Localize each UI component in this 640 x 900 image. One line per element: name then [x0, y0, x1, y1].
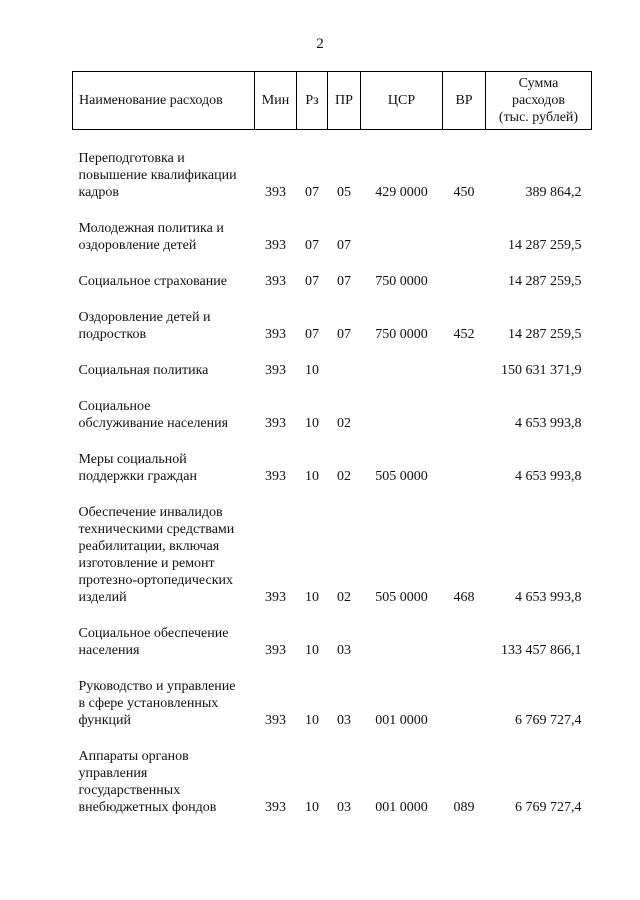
row-sum: 4 653 993,8	[515, 469, 582, 484]
header-csr: ЦСР	[361, 72, 443, 130]
table-row	[73, 291, 592, 344]
row-vr: 468	[453, 590, 475, 605]
row-sum: 6 769 727,4	[515, 800, 582, 815]
header-sum-line1: Сумма	[518, 76, 559, 91]
row-csr: 505 0000	[375, 469, 428, 484]
row-min: 393	[265, 363, 286, 378]
row-name-line: Руководство и управление	[78, 679, 236, 694]
row-name-line: Переподготовка и	[78, 151, 185, 166]
row-pr: 02	[337, 469, 351, 484]
row-csr	[361, 380, 443, 433]
row-min: 393	[265, 590, 286, 605]
row-csr: 001 0000	[375, 713, 428, 728]
row-name-line: Обеспечение инвалидов	[78, 505, 223, 520]
header-sum-line2: расходов	[511, 93, 566, 108]
row-name	[73, 291, 255, 344]
row-name	[73, 380, 255, 433]
row-name-line: подростков	[78, 327, 147, 342]
row-name	[73, 660, 255, 730]
row-name	[73, 255, 255, 291]
row-name-line: повышение квалификации	[78, 168, 237, 183]
header-rz: Рз	[297, 72, 328, 130]
row-csr: 505 0000	[375, 590, 428, 605]
row-name-line: функций	[78, 713, 131, 728]
row-pr: 02	[337, 416, 351, 431]
row-rz: 10	[305, 800, 319, 815]
row-name-line: поддержки граждан	[78, 469, 197, 484]
row-name-line: управления	[78, 766, 148, 781]
table-row	[73, 130, 592, 203]
row-name	[73, 730, 255, 817]
table-row	[73, 255, 592, 291]
row-name-line: Аппараты органов	[78, 749, 189, 764]
row-name-line: Социальное обеспечение	[78, 626, 229, 641]
row-vr	[443, 433, 486, 486]
table-row	[73, 380, 592, 433]
row-csr: 429 0000	[375, 185, 428, 200]
table-row	[73, 486, 592, 607]
row-name-line: Меры социальной	[78, 452, 187, 467]
row-rz: 10	[305, 713, 319, 728]
table-row	[73, 344, 592, 380]
row-name-line: оздоровление детей	[78, 238, 197, 253]
row-rz: 07	[305, 185, 319, 200]
row-rz: 10	[305, 363, 319, 378]
row-min: 393	[265, 327, 286, 342]
row-pr: 02	[337, 590, 351, 605]
row-rz: 10	[305, 469, 319, 484]
header-name: Наименование расходов	[73, 72, 255, 130]
row-min: 393	[265, 416, 286, 431]
row-name	[73, 607, 255, 660]
row-name-line: государственных	[78, 783, 181, 798]
row-pr: 07	[337, 274, 351, 289]
row-sum: 6 769 727,4	[515, 713, 582, 728]
row-sum: 14 287 259,5	[508, 274, 582, 289]
row-vr	[443, 660, 486, 730]
row-vr	[443, 255, 486, 291]
row-sum: 389 864,2	[525, 185, 582, 200]
row-min: 393	[265, 713, 286, 728]
row-sum: 4 653 993,8	[515, 416, 582, 431]
row-rz: 10	[305, 416, 319, 431]
row-vr: 089	[453, 800, 475, 815]
row-rz: 07	[305, 274, 319, 289]
row-pr: 03	[337, 643, 351, 658]
row-pr	[328, 344, 361, 380]
row-name	[73, 202, 255, 255]
row-name-line: изготовление и ремонт	[78, 556, 215, 571]
row-vr	[443, 344, 486, 380]
header-vr: ВР	[443, 72, 486, 130]
row-sum: 14 287 259,5	[508, 238, 582, 253]
header-sum-line3: (тыс. рублей)	[498, 110, 579, 125]
row-csr: 001 0000	[375, 800, 428, 815]
row-name-line: Социальная политика	[78, 363, 209, 378]
header-pr: ПР	[328, 72, 361, 130]
row-sum: 14 287 259,5	[508, 327, 582, 342]
row-rz: 07	[305, 327, 319, 342]
row-csr: 750 0000	[375, 327, 428, 342]
row-csr: 750 0000	[375, 274, 428, 289]
row-name-line: изделий	[78, 590, 127, 605]
row-name	[73, 433, 255, 486]
budget-table	[72, 71, 592, 817]
row-name-line: техническими средствами	[78, 522, 235, 537]
row-name-line: Молодежная политика и	[78, 221, 224, 236]
table-row	[73, 660, 592, 730]
table-row	[73, 202, 592, 255]
row-vr	[443, 202, 486, 255]
row-sum: 4 653 993,8	[515, 590, 582, 605]
row-name	[73, 486, 255, 607]
row-sum: 133 457 866,1	[501, 643, 582, 658]
row-name-line: кадров	[78, 185, 120, 200]
row-name-line: протезно-ортопедических	[78, 573, 233, 588]
row-name-line: реабилитации, включая	[78, 539, 220, 554]
table-row	[73, 607, 592, 660]
row-name	[73, 130, 255, 203]
row-min: 393	[265, 185, 286, 200]
row-pr: 03	[337, 800, 351, 815]
row-min: 393	[265, 643, 286, 658]
row-pr: 03	[337, 713, 351, 728]
row-vr: 450	[453, 185, 475, 200]
row-min: 393	[265, 800, 286, 815]
table-body	[73, 130, 592, 818]
row-name-line: Оздоровление детей и	[78, 310, 211, 325]
table-row	[73, 433, 592, 486]
header-sum	[486, 72, 592, 130]
row-csr	[361, 607, 443, 660]
row-name-line: внебюджетных фондов	[78, 800, 217, 815]
row-vr	[443, 607, 486, 660]
row-name-line: населения	[78, 643, 140, 658]
row-csr	[361, 202, 443, 255]
row-vr: 452	[453, 327, 475, 342]
row-name-line: обслуживание населения	[78, 416, 229, 431]
row-name	[73, 344, 255, 380]
table-header	[73, 72, 592, 130]
row-name-line: в сфере установленных	[78, 696, 219, 711]
row-min: 393	[265, 469, 286, 484]
header-min: Мин	[255, 72, 297, 130]
table-row	[73, 730, 592, 817]
row-sum: 150 631 371,9	[501, 363, 582, 378]
page-number: 2	[316, 36, 324, 52]
row-vr	[443, 380, 486, 433]
row-min: 393	[265, 274, 286, 289]
row-csr	[361, 344, 443, 380]
row-pr: 07	[337, 327, 351, 342]
row-min: 393	[265, 238, 286, 253]
row-rz: 07	[305, 238, 319, 253]
row-rz: 10	[305, 643, 319, 658]
row-pr: 07	[337, 238, 351, 253]
row-name-line: Социальное	[78, 399, 151, 414]
row-rz: 10	[305, 590, 319, 605]
row-name-line: Социальное страхование	[78, 274, 227, 289]
row-pr: 05	[337, 185, 351, 200]
